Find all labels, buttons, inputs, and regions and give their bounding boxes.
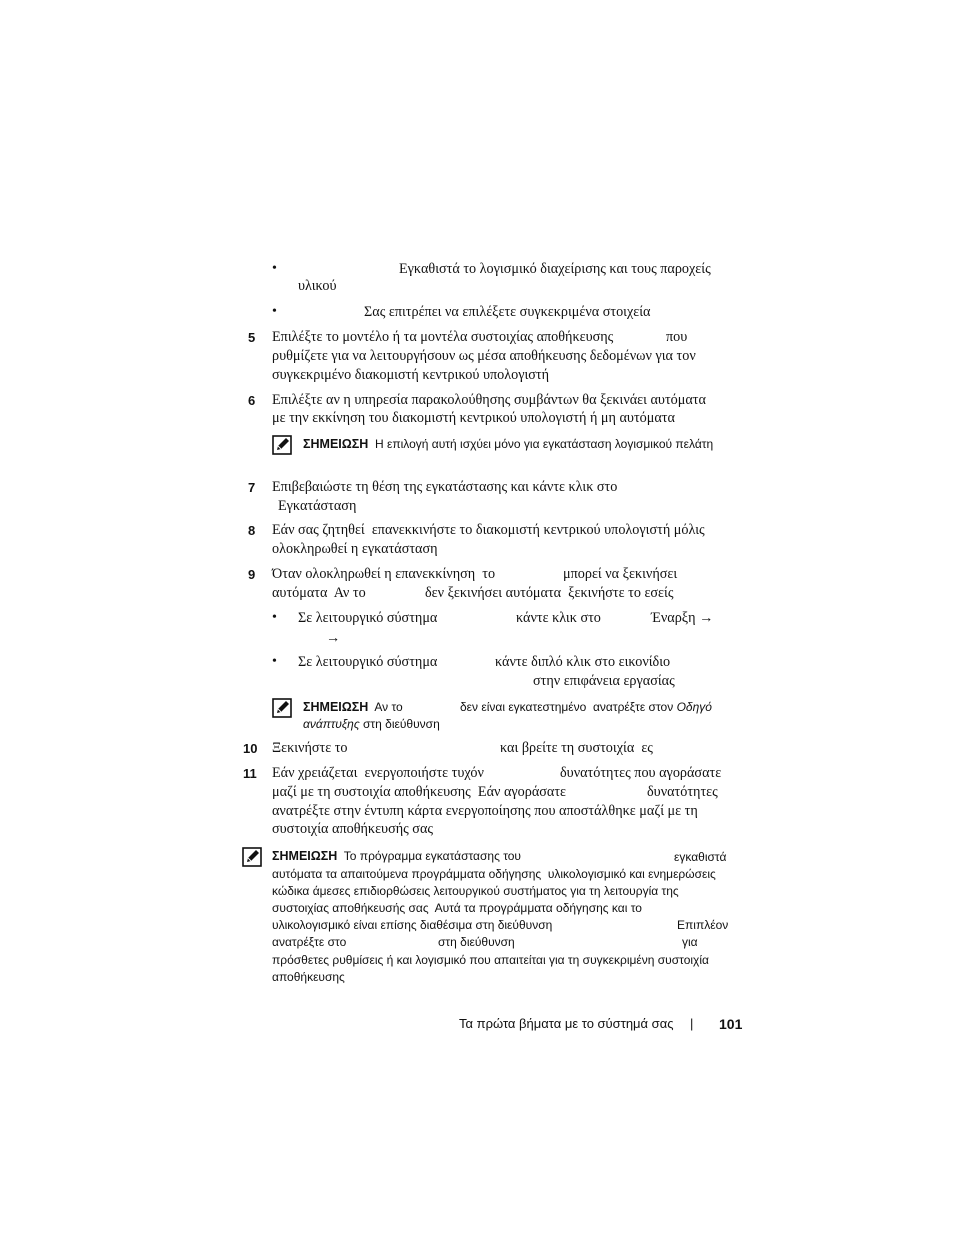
note-italic: ανάπτυξης (303, 717, 360, 731)
step-text: μπορεί να ξεκινήσει (563, 566, 678, 582)
step-number: 8 (248, 523, 256, 538)
note-2-text (460, 701, 712, 713)
step-number: 10 (243, 741, 258, 756)
sub-bullet-text: κάντε κλικ στο (516, 610, 601, 626)
note-pencil-icon (272, 435, 292, 455)
bullet-text: Σας επιτρέπει να επιλέξετε συγκεκριμένα στοιχεία (364, 304, 651, 320)
note-3-line-1 (272, 850, 521, 863)
note-text: Η επιλογή αυτή ισχύει μόνο για εγκατάσταση λογισμικού πελάτη (374, 437, 714, 451)
sub-bullet-text: Έναρξη → (651, 610, 714, 626)
step-text: Εγκατάσταση (278, 498, 357, 514)
note-text: αυτόματα τα απαιτούμενα προγράμματα οδήγησης υλικολογισμικό και ενημερώσεις (272, 867, 716, 881)
step-text: αυτόματα Αν το (272, 585, 366, 601)
sub-bullet-text: στην επιφάνεια εργασίας (533, 673, 675, 689)
step-text: ρυθμίζετε για να λειτουργήσουν ως μέσα αποθήκευσης δεδομένων για τον (272, 348, 696, 364)
note-1 (303, 438, 713, 451)
bullet-marker: • (272, 610, 277, 625)
note-text: πρόσθετες ρυθμίσεις ή και λογισμικό που απαιτείται για τη συγκεκριμένη συστοιχία (272, 953, 709, 967)
step-number: 5 (248, 330, 256, 345)
note-text: Το πρόγραμμα εγκατάστασης του (343, 849, 521, 863)
note-text: δεν είναι εγκατεστημένο ανατρέξτε στον (460, 700, 674, 714)
note-label: ΣΗΜΕΙΩΣΗ (303, 437, 369, 451)
note-italic: Οδηγό (676, 700, 712, 714)
note-text: υλικολογισμικό είναι επίσης διαθέσιμα στη διεύθυνση (272, 918, 553, 932)
step-number: 6 (248, 393, 256, 408)
step-text: που (666, 329, 688, 345)
bullet-marker: • (272, 304, 277, 319)
note-text: στη διεύθυνση (363, 717, 440, 731)
step-text: ανατρέξτε στην έντυπη κάρτα ενεργοποίησης που αποστάλθηκε μαζί με τη (272, 803, 698, 819)
step-text: με την εκκίνηση του διακομιστή κεντρικού υπολογιστή ή μη αυτόματα (272, 410, 675, 426)
note-label: ΣΗΜΕΙΩΣΗ (303, 700, 369, 714)
note-text: κώδικα άμεσες επιδιορθώσεις λειτουργικού συστήματος για τη λειτουργία της (272, 884, 679, 898)
note-2-line-1 (303, 701, 403, 714)
bullet-marker: • (272, 654, 277, 669)
note-label: ΣΗΜΕΙΩΣΗ (272, 849, 338, 863)
bullet-text-cont: υλικού (298, 278, 337, 294)
bullet-marker: • (272, 261, 277, 276)
step-text: δυνατότητες που αγοράσατε (560, 765, 722, 781)
page-number: 101 (719, 1016, 743, 1032)
note-text: Επιπλέον (677, 918, 729, 932)
step-text: ολοκληρωθεί η εγκατάσταση (272, 541, 438, 557)
footer-separator: | (690, 1016, 694, 1031)
step-text: μαζί με τη συστοιχία αποθήκευσης Εάν αγοράσατε (272, 784, 567, 800)
step-number: 9 (248, 567, 256, 582)
note-text: εγκαθιστά (674, 850, 727, 864)
note-text: ανατρέξτε στο (272, 935, 347, 949)
sub-bullet-text: Σε λειτουργικό σύστημα (298, 654, 438, 670)
step-text: Ξεκινήστε το (272, 740, 348, 756)
step-text: Όταν ολοκληρωθεί η επανεκκίνηση το (272, 566, 496, 582)
step-text: συγκεκριμένο διακομιστή κεντρικού υπολογιστή (272, 367, 550, 383)
bullet-text: Εγκαθιστά το λογισμικό διαχείρισης και τους παροχείς (399, 261, 711, 277)
sub-bullet-text: Σε λειτουργικό σύστημα (298, 610, 438, 626)
step-text: Επιλέξτε αν η υπηρεσία παρακολούθησης συμβάντων θα ξεκινάει αυτόματα (272, 392, 706, 408)
step-text: και βρείτε τη συστοιχία ες (500, 740, 653, 756)
note-text: για (682, 935, 698, 949)
step-text: Επιλέξτε το μοντέλο ή τα μοντέλα συστοιχίας αποθήκευσης (272, 329, 614, 345)
step-text: δυνατότητες (647, 784, 718, 800)
step-text: Επιβεβαιώστε τη θέση της εγκατάστασης και κάντε κλικ στο (272, 479, 618, 495)
note-pencil-icon (242, 847, 262, 867)
sub-bullet-arrow: → (326, 630, 341, 646)
sub-bullet-text: κάντε διπλό κλικ στο εικονίδιο (495, 654, 671, 670)
step-number: 7 (248, 480, 256, 495)
step-text: συστοιχία αποθήκευσής σας (272, 821, 433, 837)
note-text: αποθήκευσης (272, 970, 345, 984)
step-text: Εάν σας ζητηθεί επανεκκινήστε το διακομιστή κεντρικού υπολογιστή μόλις (272, 522, 705, 538)
note-text: Αν το (374, 700, 403, 714)
step-number: 11 (243, 766, 257, 781)
note-pencil-icon (272, 698, 292, 718)
note-text: συστοιχίας αποθήκευσής σας Αυτά τα προγράμματα οδήγησης και το (272, 901, 642, 915)
note-2-line-2 (303, 718, 440, 730)
step-text: Εάν χρειάζεται ενεργοποιήστε τυχόν (272, 765, 484, 781)
footer-title: Τα πρώτα βήματα με το σύστημά σας (459, 1016, 674, 1031)
step-text: δεν ξεκινήσει αυτόματα ξεκινήστε το εσείς (425, 585, 674, 601)
note-text: στη διεύθυνση (438, 935, 515, 949)
